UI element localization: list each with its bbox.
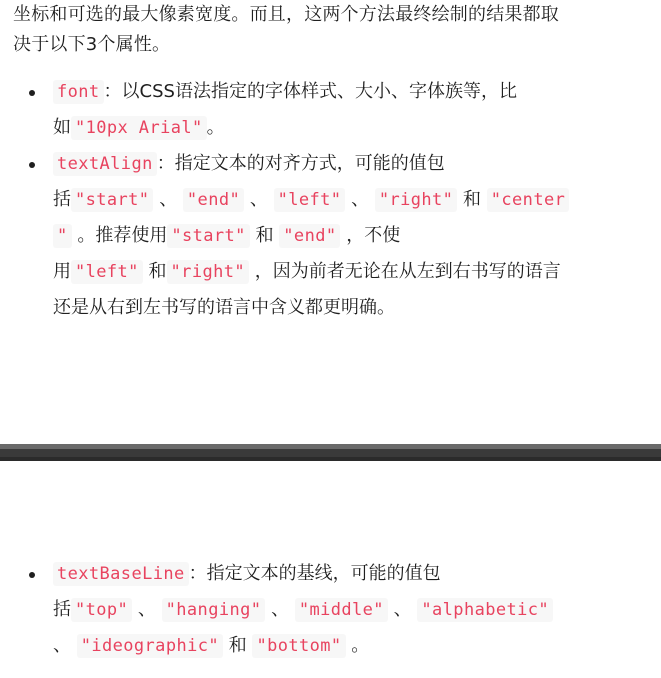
code-value: "right" [167,260,249,284]
code-value: "end" [279,224,340,248]
property-list-continued [0,556,661,664]
code-font-example: "10px Arial" [71,116,207,140]
intro-paragraph [13,0,653,60]
conjunction: 和 [228,635,247,656]
code-value: "center [487,188,569,212]
code-value: "hanging" [162,598,266,622]
separator: 、 [393,599,412,620]
text-fragment: 还是从右到左书写的语言中含义都更明确。 [53,297,395,318]
textalign-line-1 [53,146,661,182]
text-fragment: 。 [351,635,370,656]
code-value: "left" [71,260,143,284]
bullet-icon [29,162,35,168]
list-item-font [0,74,661,146]
code-value: "left" [274,188,346,212]
font-description: ：以CSS语法指定的字体样式、大小、字体族等，比 [103,81,517,102]
textalign-line-2 [53,182,661,218]
separator: 、 [249,189,268,210]
intro-line-1: 坐标和可选的最大像素宽度。而且，这两个方法最终绘制的结果都取 [13,4,559,25]
page-bottom [0,461,661,678]
textbaseline-description: ：指定文本的基线，可能的值包 [188,563,441,584]
textalign-line-3 [53,218,661,254]
property-list [0,74,661,326]
code-value: "bottom" [252,634,345,658]
list-item-textalign [0,146,661,326]
font-example-prefix: 如 [53,117,71,138]
list-item-textbaseline [0,556,661,664]
text-fragment: ，因为前者无论在从左到右书写的语言 [254,261,561,282]
code-value: "start" [71,188,153,212]
bullet-icon [29,90,35,96]
page-divider [0,444,661,461]
code-textalign: textAlign [53,152,157,176]
code-value: "top" [71,598,132,622]
text-fragment: ，不使 [346,225,401,246]
separator: 、 [159,189,178,210]
text-fragment: 用 [53,261,71,282]
code-value: "end" [183,188,244,212]
bullet-icon [29,572,35,578]
text-fragment: 。推荐使用 [77,225,168,246]
textalign-line-4 [53,254,661,290]
font-line-2 [53,110,661,146]
text-fragment: 括 [53,189,71,210]
separator: 、 [351,189,370,210]
code-value: " [53,224,72,248]
textalign-description: ：指定文本的对齐方式，可能的值包 [156,153,445,174]
textbaseline-line-2 [53,592,661,628]
separator: 、 [137,599,156,620]
text-fragment: 括 [53,599,71,620]
code-value: "middle" [295,598,388,622]
separator: 、 [271,599,290,620]
code-value: "alphabetic" [417,598,553,622]
conjunction: 和 [463,189,482,210]
textbaseline-line-1 [53,556,661,592]
font-example-suffix: 。 [206,117,225,138]
conjunction: 和 [148,261,167,282]
code-font: font [53,80,104,104]
code-value: "start" [167,224,249,248]
code-value: "right" [375,188,457,212]
textalign-line-5 [53,290,661,326]
textbaseline-line-3 [53,628,661,664]
code-value: "ideographic" [77,634,223,658]
conjunction: 和 [255,225,274,246]
intro-line-2: 决于以下3个属性。 [13,34,171,55]
code-textbaseline: textBaseLine [53,562,189,586]
separator: 、 [53,635,71,656]
font-line-1 [53,74,661,110]
